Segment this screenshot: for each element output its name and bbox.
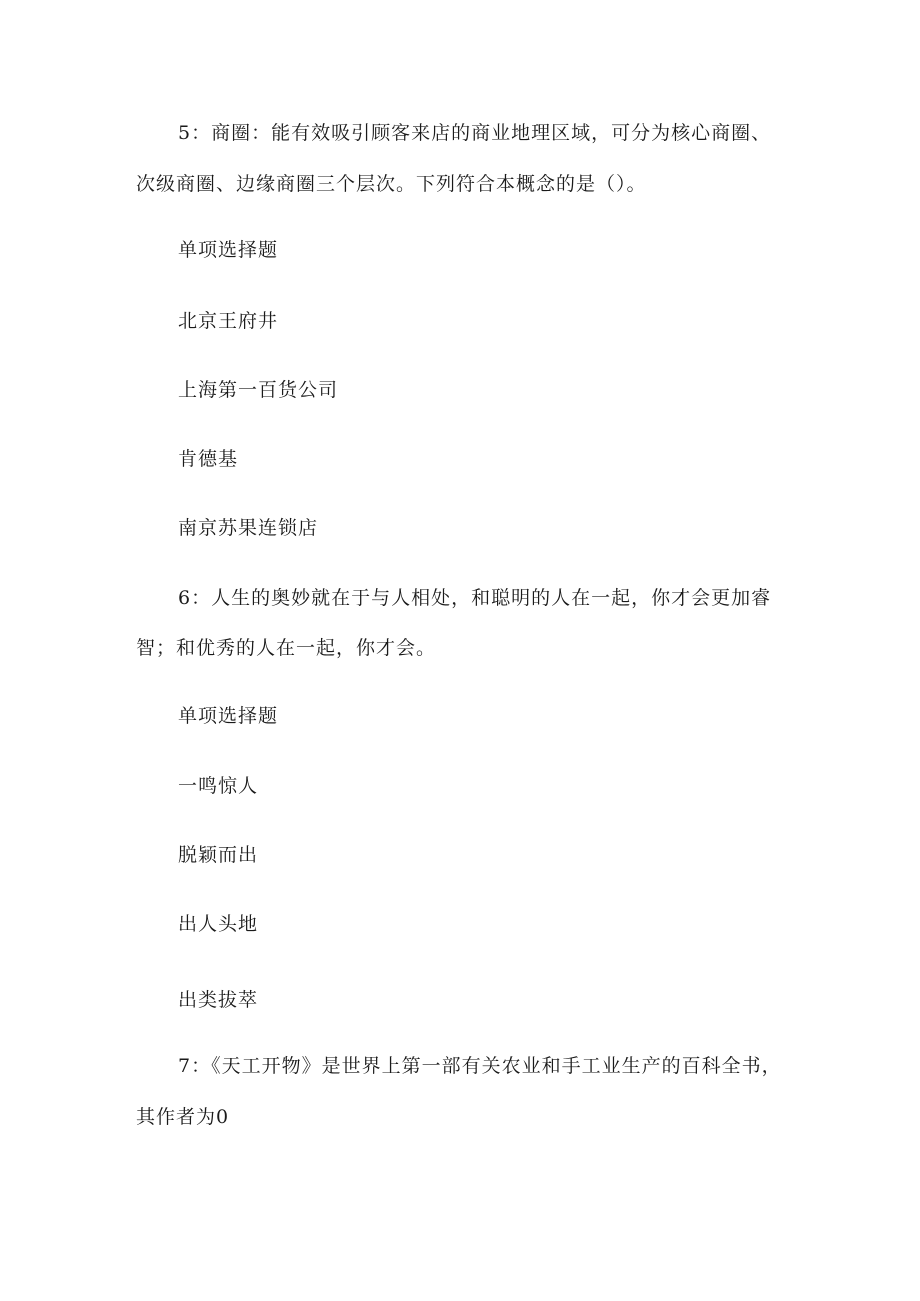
question-5-option-1: 北京王府井 [178,310,279,332]
question-6-stem-line-1: 6：人生的奥妙就在于与人相处，和聪明的人在一起，你才会更加睿 [178,587,772,609]
question-5-stem-line-1: 5：商圈：能有效吸引顾客来店的商业地理区域，可分为核心商圈、 [178,122,772,144]
question-7-stem-line-2: 其作者为0 [136,1106,230,1128]
question-5-option-4: 南京苏果连锁店 [178,517,319,539]
question-5-option-2: 上海第一百货公司 [178,379,339,401]
question-7-stem-line-1: 7：《天工开物》是世界上第一部有关农业和手工业生产的百科全书， [178,1055,782,1077]
question-6-type: 单项选择题 [178,705,279,727]
question-6-option-1: 一鸣惊人 [178,775,259,797]
question-5-stem-line-2: 次级商圈、边缘商圈三个层次。下列符合本概念的是（）。 [136,173,647,195]
question-5-type: 单项选择题 [178,239,279,261]
question-6-option-2: 脱颖而出 [178,844,259,866]
question-6-stem-line-2: 智；和优秀的人在一起，你才会。 [136,637,437,659]
question-6-option-4: 出类拔萃 [178,989,259,1011]
question-6-option-3: 出人头地 [178,913,259,935]
question-5-option-3: 肯德基 [178,448,239,470]
